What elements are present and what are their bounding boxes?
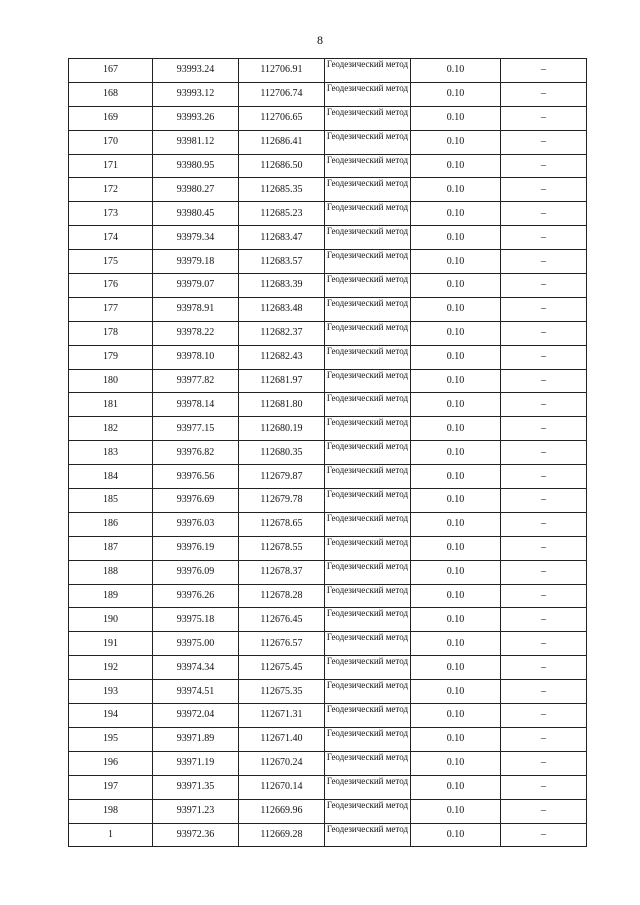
y-coordinate-cell: 112681.97 [239, 369, 325, 393]
accuracy-cell: 0.10 [411, 727, 501, 751]
note-cell: – [501, 393, 587, 417]
method-cell: Геодезический метод [325, 154, 411, 178]
accuracy-cell: 0.10 [411, 59, 501, 83]
note-cell: – [501, 297, 587, 321]
x-coordinate-cell: 93979.07 [153, 274, 239, 298]
accuracy-cell: 0.10 [411, 417, 501, 441]
y-coordinate-cell: 112682.43 [239, 345, 325, 369]
x-coordinate-cell: 93976.03 [153, 512, 239, 536]
point-number-cell: 182 [69, 417, 153, 441]
method-cell: Геодезический метод [325, 59, 411, 83]
x-coordinate-cell: 93974.51 [153, 680, 239, 704]
y-coordinate-cell: 112678.65 [239, 512, 325, 536]
x-coordinate-cell: 93971.23 [153, 799, 239, 823]
point-number-cell: 185 [69, 489, 153, 513]
x-coordinate-cell: 93978.14 [153, 393, 239, 417]
y-coordinate-cell: 112686.50 [239, 154, 325, 178]
y-coordinate-cell: 112676.57 [239, 632, 325, 656]
y-coordinate-cell: 112683.47 [239, 226, 325, 250]
table-row [69, 656, 587, 680]
x-coordinate-cell: 93971.35 [153, 775, 239, 799]
y-coordinate-cell: 112678.28 [239, 584, 325, 608]
point-number-cell: 188 [69, 560, 153, 584]
method-cell: Геодезический метод [325, 321, 411, 345]
note-cell: – [501, 226, 587, 250]
accuracy-cell: 0.10 [411, 656, 501, 680]
note-cell: – [501, 608, 587, 632]
y-coordinate-cell: 112681.80 [239, 393, 325, 417]
x-coordinate-cell: 93978.10 [153, 345, 239, 369]
x-coordinate-cell: 93993.12 [153, 82, 239, 106]
x-coordinate-cell: 93993.24 [153, 59, 239, 83]
note-cell: – [501, 704, 587, 728]
x-coordinate-cell: 93980.27 [153, 178, 239, 202]
point-number-cell: 176 [69, 274, 153, 298]
accuracy-cell: 0.10 [411, 584, 501, 608]
point-number-cell: 198 [69, 799, 153, 823]
table-row [69, 417, 587, 441]
point-number-cell: 197 [69, 775, 153, 799]
x-coordinate-cell: 93981.12 [153, 130, 239, 154]
y-coordinate-cell: 112670.24 [239, 751, 325, 775]
point-number-cell: 173 [69, 202, 153, 226]
y-coordinate-cell: 112683.57 [239, 250, 325, 274]
accuracy-cell: 0.10 [411, 130, 501, 154]
point-number-cell: 194 [69, 704, 153, 728]
accuracy-cell: 0.10 [411, 632, 501, 656]
method-cell: Геодезический метод [325, 441, 411, 465]
point-number-cell: 174 [69, 226, 153, 250]
table-row [69, 512, 587, 536]
point-number-cell: 189 [69, 584, 153, 608]
note-cell: – [501, 202, 587, 226]
y-coordinate-cell: 112678.55 [239, 536, 325, 560]
y-coordinate-cell: 112706.65 [239, 106, 325, 130]
table-row [69, 226, 587, 250]
note-cell: – [501, 560, 587, 584]
table-row [69, 823, 587, 847]
accuracy-cell: 0.10 [411, 512, 501, 536]
method-cell: Геодезический метод [325, 680, 411, 704]
note-cell: – [501, 632, 587, 656]
table-row [69, 799, 587, 823]
method-cell: Геодезический метод [325, 82, 411, 106]
y-coordinate-cell: 112675.45 [239, 656, 325, 680]
point-number-cell: 167 [69, 59, 153, 83]
method-cell: Геодезический метод [325, 608, 411, 632]
table-row [69, 82, 587, 106]
y-coordinate-cell: 112682.37 [239, 321, 325, 345]
accuracy-cell: 0.10 [411, 178, 501, 202]
table-row [69, 59, 587, 83]
y-coordinate-cell: 112686.41 [239, 130, 325, 154]
accuracy-cell: 0.10 [411, 82, 501, 106]
x-coordinate-cell: 93976.82 [153, 441, 239, 465]
accuracy-cell: 0.10 [411, 345, 501, 369]
accuracy-cell: 0.10 [411, 274, 501, 298]
point-number-cell: 168 [69, 82, 153, 106]
table-row [69, 393, 587, 417]
note-cell: – [501, 751, 587, 775]
note-cell: – [501, 465, 587, 489]
y-coordinate-cell: 112685.35 [239, 178, 325, 202]
note-cell: – [501, 178, 587, 202]
accuracy-cell: 0.10 [411, 202, 501, 226]
note-cell: – [501, 799, 587, 823]
accuracy-cell: 0.10 [411, 297, 501, 321]
x-coordinate-cell: 93972.04 [153, 704, 239, 728]
accuracy-cell: 0.10 [411, 775, 501, 799]
x-coordinate-cell: 93978.22 [153, 321, 239, 345]
accuracy-cell: 0.10 [411, 560, 501, 584]
method-cell: Геодезический метод [325, 584, 411, 608]
note-cell: – [501, 536, 587, 560]
y-coordinate-cell: 112685.23 [239, 202, 325, 226]
point-number-cell: 171 [69, 154, 153, 178]
accuracy-cell: 0.10 [411, 823, 501, 847]
x-coordinate-cell: 93978.91 [153, 297, 239, 321]
note-cell: – [501, 106, 587, 130]
method-cell: Геодезический метод [325, 393, 411, 417]
table-row [69, 345, 587, 369]
table-row [69, 297, 587, 321]
method-cell: Геодезический метод [325, 632, 411, 656]
note-cell: – [501, 321, 587, 345]
point-number-cell: 187 [69, 536, 153, 560]
x-coordinate-cell: 93976.26 [153, 584, 239, 608]
accuracy-cell: 0.10 [411, 441, 501, 465]
table-row [69, 775, 587, 799]
y-coordinate-cell: 112678.37 [239, 560, 325, 584]
x-coordinate-cell: 93975.18 [153, 608, 239, 632]
x-coordinate-cell: 93980.45 [153, 202, 239, 226]
table-row [69, 536, 587, 560]
y-coordinate-cell: 112683.39 [239, 274, 325, 298]
point-number-cell: 175 [69, 250, 153, 274]
method-cell: Геодезический метод [325, 226, 411, 250]
point-number-cell: 193 [69, 680, 153, 704]
y-coordinate-cell: 112676.45 [239, 608, 325, 632]
accuracy-cell: 0.10 [411, 704, 501, 728]
point-number-cell: 179 [69, 345, 153, 369]
note-cell: – [501, 274, 587, 298]
table-row [69, 632, 587, 656]
point-number-cell: 1 [69, 823, 153, 847]
y-coordinate-cell: 112680.19 [239, 417, 325, 441]
accuracy-cell: 0.10 [411, 250, 501, 274]
accuracy-cell: 0.10 [411, 489, 501, 513]
method-cell: Геодезический метод [325, 297, 411, 321]
y-coordinate-cell: 112669.96 [239, 799, 325, 823]
note-cell: – [501, 775, 587, 799]
table-row [69, 106, 587, 130]
accuracy-cell: 0.10 [411, 536, 501, 560]
method-cell: Геодезический метод [325, 345, 411, 369]
point-number-cell: 195 [69, 727, 153, 751]
point-number-cell: 184 [69, 465, 153, 489]
method-cell: Геодезический метод [325, 465, 411, 489]
accuracy-cell: 0.10 [411, 751, 501, 775]
method-cell: Геодезический метод [325, 130, 411, 154]
table-body [69, 59, 587, 847]
x-coordinate-cell: 93976.09 [153, 560, 239, 584]
table-row [69, 584, 587, 608]
point-number-cell: 170 [69, 130, 153, 154]
note-cell: – [501, 250, 587, 274]
note-cell: – [501, 130, 587, 154]
x-coordinate-cell: 93972.36 [153, 823, 239, 847]
method-cell: Геодезический метод [325, 704, 411, 728]
method-cell: Геодезический метод [325, 536, 411, 560]
method-cell: Геодезический метод [325, 106, 411, 130]
table-row [69, 441, 587, 465]
y-coordinate-cell: 112671.31 [239, 704, 325, 728]
accuracy-cell: 0.10 [411, 680, 501, 704]
y-coordinate-cell: 112679.78 [239, 489, 325, 513]
x-coordinate-cell: 93977.15 [153, 417, 239, 441]
accuracy-cell: 0.10 [411, 608, 501, 632]
accuracy-cell: 0.10 [411, 799, 501, 823]
table-row [69, 704, 587, 728]
table-row [69, 560, 587, 584]
point-number-cell: 190 [69, 608, 153, 632]
x-coordinate-cell: 93974.34 [153, 656, 239, 680]
x-coordinate-cell: 93976.19 [153, 536, 239, 560]
method-cell: Геодезический метод [325, 751, 411, 775]
point-number-cell: 169 [69, 106, 153, 130]
note-cell: – [501, 441, 587, 465]
accuracy-cell: 0.10 [411, 226, 501, 250]
x-coordinate-cell: 93980.95 [153, 154, 239, 178]
note-cell: – [501, 584, 587, 608]
accuracy-cell: 0.10 [411, 369, 501, 393]
x-coordinate-cell: 93976.69 [153, 489, 239, 513]
x-coordinate-cell: 93979.18 [153, 250, 239, 274]
coordinates-table [68, 58, 587, 847]
y-coordinate-cell: 112671.40 [239, 727, 325, 751]
y-coordinate-cell: 112675.35 [239, 680, 325, 704]
table-row [69, 178, 587, 202]
table-row [69, 250, 587, 274]
method-cell: Геодезический метод [325, 250, 411, 274]
method-cell: Геодезический метод [325, 727, 411, 751]
y-coordinate-cell: 112670.14 [239, 775, 325, 799]
x-coordinate-cell: 93971.19 [153, 751, 239, 775]
point-number-cell: 186 [69, 512, 153, 536]
point-number-cell: 191 [69, 632, 153, 656]
point-number-cell: 180 [69, 369, 153, 393]
table-row [69, 274, 587, 298]
point-number-cell: 196 [69, 751, 153, 775]
point-number-cell: 192 [69, 656, 153, 680]
table-row [69, 369, 587, 393]
note-cell: – [501, 512, 587, 536]
y-coordinate-cell: 112679.87 [239, 465, 325, 489]
note-cell: – [501, 417, 587, 441]
point-number-cell: 177 [69, 297, 153, 321]
note-cell: – [501, 680, 587, 704]
table-row [69, 489, 587, 513]
point-number-cell: 172 [69, 178, 153, 202]
page-number: 8 [317, 33, 323, 47]
method-cell: Геодезический метод [325, 369, 411, 393]
note-cell: – [501, 369, 587, 393]
table-row [69, 154, 587, 178]
method-cell: Геодезический метод [325, 178, 411, 202]
x-coordinate-cell: 93979.34 [153, 226, 239, 250]
method-cell: Геодезический метод [325, 799, 411, 823]
table-row [69, 321, 587, 345]
point-number-cell: 183 [69, 441, 153, 465]
method-cell: Геодезический метод [325, 560, 411, 584]
y-coordinate-cell: 112706.74 [239, 82, 325, 106]
x-coordinate-cell: 93993.26 [153, 106, 239, 130]
note-cell: – [501, 489, 587, 513]
point-number-cell: 181 [69, 393, 153, 417]
method-cell: Геодезический метод [325, 512, 411, 536]
x-coordinate-cell: 93975.00 [153, 632, 239, 656]
accuracy-cell: 0.10 [411, 106, 501, 130]
note-cell: – [501, 82, 587, 106]
y-coordinate-cell: 112680.35 [239, 441, 325, 465]
table-row [69, 202, 587, 226]
x-coordinate-cell: 93977.82 [153, 369, 239, 393]
note-cell: – [501, 59, 587, 83]
method-cell: Геодезический метод [325, 202, 411, 226]
x-coordinate-cell: 93971.89 [153, 727, 239, 751]
table-row [69, 727, 587, 751]
method-cell: Геодезический метод [325, 417, 411, 441]
note-cell: – [501, 823, 587, 847]
note-cell: – [501, 656, 587, 680]
table-row [69, 680, 587, 704]
method-cell: Геодезический метод [325, 823, 411, 847]
x-coordinate-cell: 93976.56 [153, 465, 239, 489]
table-row [69, 751, 587, 775]
accuracy-cell: 0.10 [411, 465, 501, 489]
table-row [69, 608, 587, 632]
method-cell: Геодезический метод [325, 775, 411, 799]
y-coordinate-cell: 112683.48 [239, 297, 325, 321]
note-cell: – [501, 727, 587, 751]
accuracy-cell: 0.10 [411, 393, 501, 417]
note-cell: – [501, 154, 587, 178]
method-cell: Геодезический метод [325, 489, 411, 513]
y-coordinate-cell: 112669.28 [239, 823, 325, 847]
table-row [69, 465, 587, 489]
accuracy-cell: 0.10 [411, 154, 501, 178]
accuracy-cell: 0.10 [411, 321, 501, 345]
method-cell: Геодезический метод [325, 274, 411, 298]
note-cell: – [501, 345, 587, 369]
point-number-cell: 178 [69, 321, 153, 345]
table-row [69, 130, 587, 154]
method-cell: Геодезический метод [325, 656, 411, 680]
y-coordinate-cell: 112706.91 [239, 59, 325, 83]
